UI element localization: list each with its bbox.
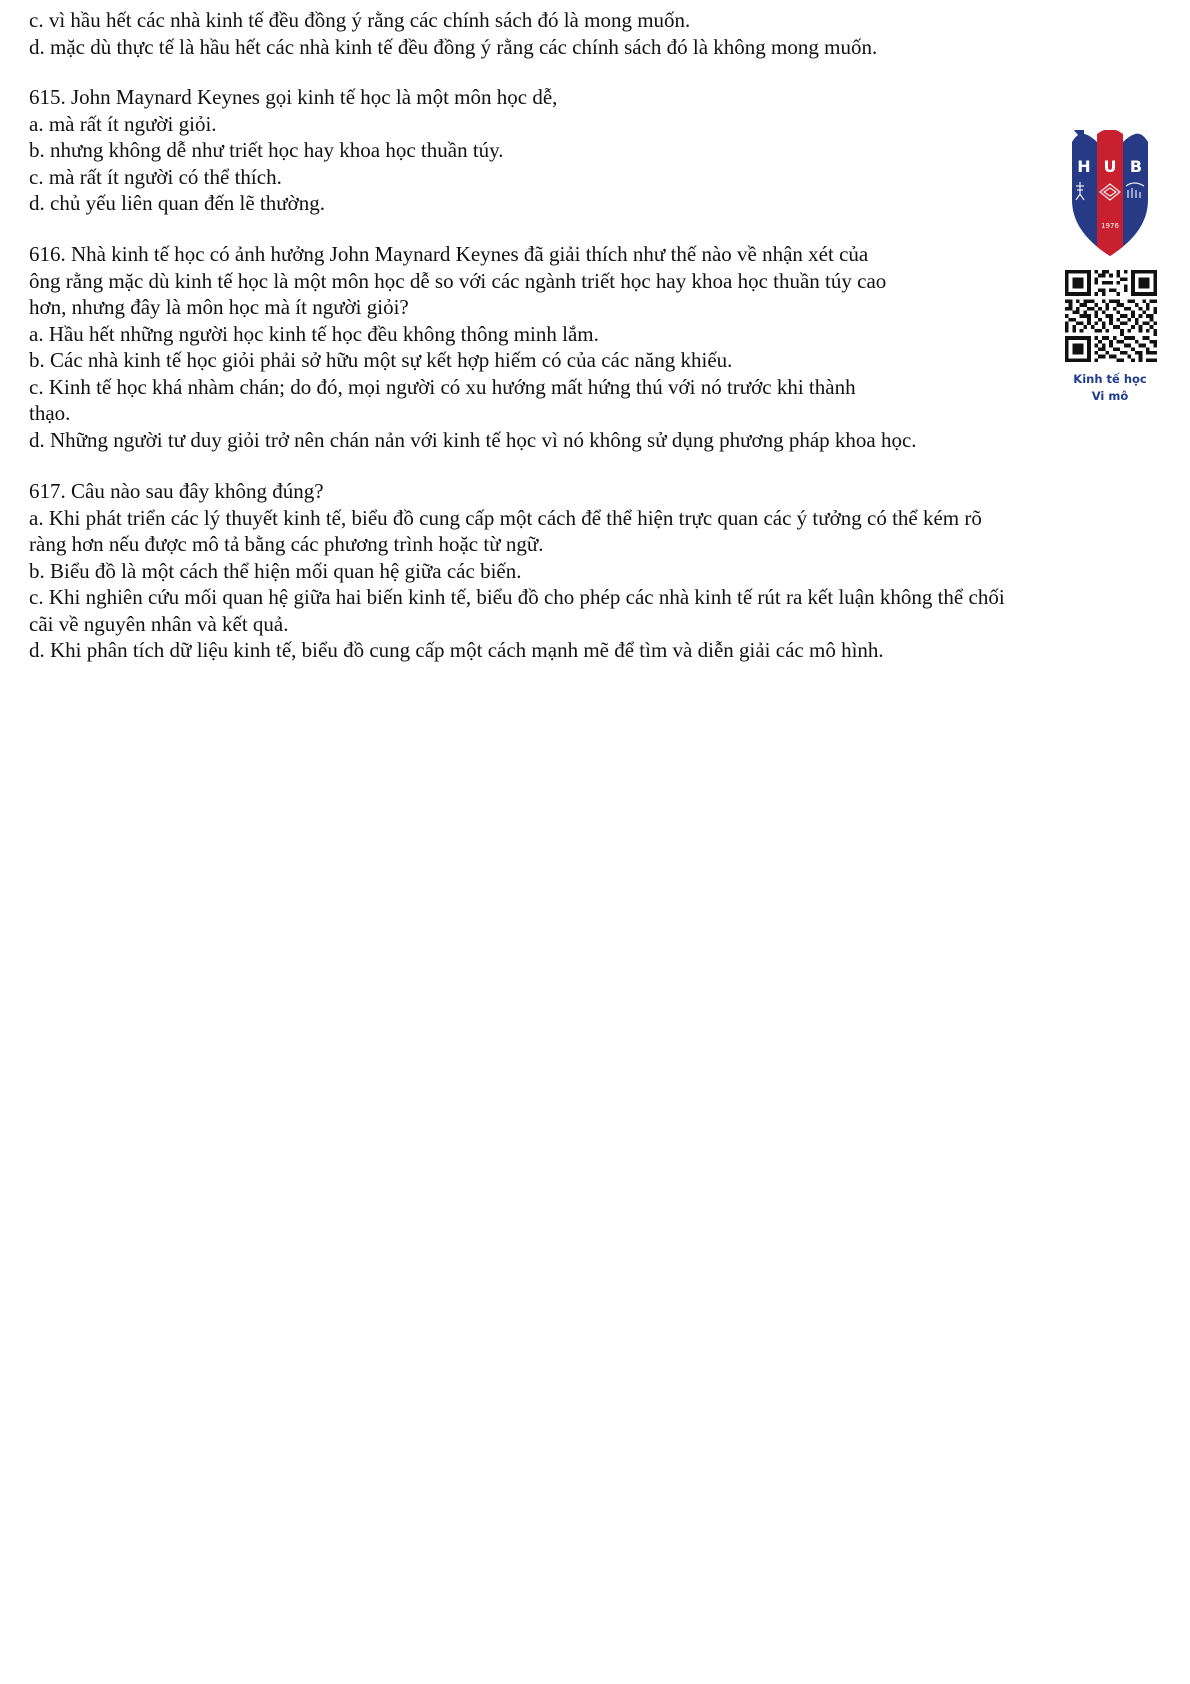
q615-option-b: b. nhưng không dễ như triết học hay khoa học thuần túy. <box>29 138 504 162</box>
q616-option-a: a. Hầu hết những người học kinh tế học đều không thông minh lắm. <box>29 322 599 346</box>
caption-subject: Kinh tế học <box>1073 372 1147 386</box>
q616-option-c-cont: thạo. <box>29 401 71 425</box>
q614-option-c: c. vì hầu hết các nhà kinh tế đều đồng ý rằng các chính sách đó là mong muốn. <box>29 8 691 32</box>
q617-stem: 617. Câu nào sau đây không đúng? <box>29 479 324 503</box>
q615-option-c: c. mà rất ít người có thể thích. <box>29 165 282 189</box>
hub-logo-icon <box>1064 128 1156 262</box>
q617-option-a: a. Khi phát triển các lý thuyết kinh tế, biểu đồ cung cấp một cách để thể hiện trực quan các ý tưởng có thể kém rõ <box>29 506 982 530</box>
q617-option-c: c. Khi nghiên cứu mối quan hệ giữa hai biến kinh tế, biểu đồ cho phép các nhà kinh tế rút ra kết luận không thể chối <box>29 585 1005 609</box>
q617-option-b: b. Biểu đồ là một cách thể hiện mối quan hệ giữa các biến. <box>29 559 522 583</box>
logo-letter-u: U <box>1103 157 1117 176</box>
logo-letter-b: B <box>1129 157 1143 176</box>
q616-option-c: c. Kinh tế học khá nhàm chán; do đó, mọi người có xu hướng mất hứng thú với nó trước khi thành <box>29 375 856 399</box>
q616-stem-line-1: 616. Nhà kinh tế học có ảnh hưởng John Maynard Keynes đã giải thích như thế nào về nhận xét của <box>29 242 869 266</box>
q617-option-a-cont: ràng hơn nếu được mô tả bằng các phương trình hoặc từ ngữ. <box>29 532 544 556</box>
q616-option-b: b. Các nhà kinh tế học giỏi phải sở hữu một sự kết hợp hiếm có của các năng khiếu. <box>29 348 733 372</box>
q614-option-d: d. mặc dù thực tế là hầu hết các nhà kinh tế đều đồng ý rằng các chính sách đó là không mong muốn. <box>29 35 878 59</box>
logo-letter-h: H <box>1077 157 1091 176</box>
qr-code-icon <box>1065 270 1157 362</box>
caption-subtitle: Vi mô <box>1091 389 1129 403</box>
logo-year: 1976 <box>1101 222 1119 230</box>
q616-stem-line-2: ông rằng mặc dù kinh tế học là một môn học dễ so với các ngành triết học hay khoa học thuần túy cao <box>29 269 887 293</box>
q616-stem-line-3: hơn, nhưng đây là môn học mà ít người giỏi? <box>29 295 409 319</box>
q617-option-c-cont: cãi về nguyên nhân và kết quả. <box>29 612 289 636</box>
q616-option-d: d. Những người tư duy giỏi trở nên chán nản với kinh tế học vì nó không sử dụng phương pháp khoa học. <box>29 428 917 452</box>
q615-option-d: d. chủ yếu liên quan đến lẽ thường. <box>29 191 325 215</box>
q615-option-a: a. mà rất ít người giỏi. <box>29 112 217 136</box>
q617-option-d: d. Khi phân tích dữ liệu kinh tế, biểu đồ cung cấp một cách mạnh mẽ để tìm và diễn giải các mô hình. <box>29 638 884 662</box>
q615-stem: 615. John Maynard Keynes gọi kinh tế học là một môn học dễ, <box>29 85 558 109</box>
